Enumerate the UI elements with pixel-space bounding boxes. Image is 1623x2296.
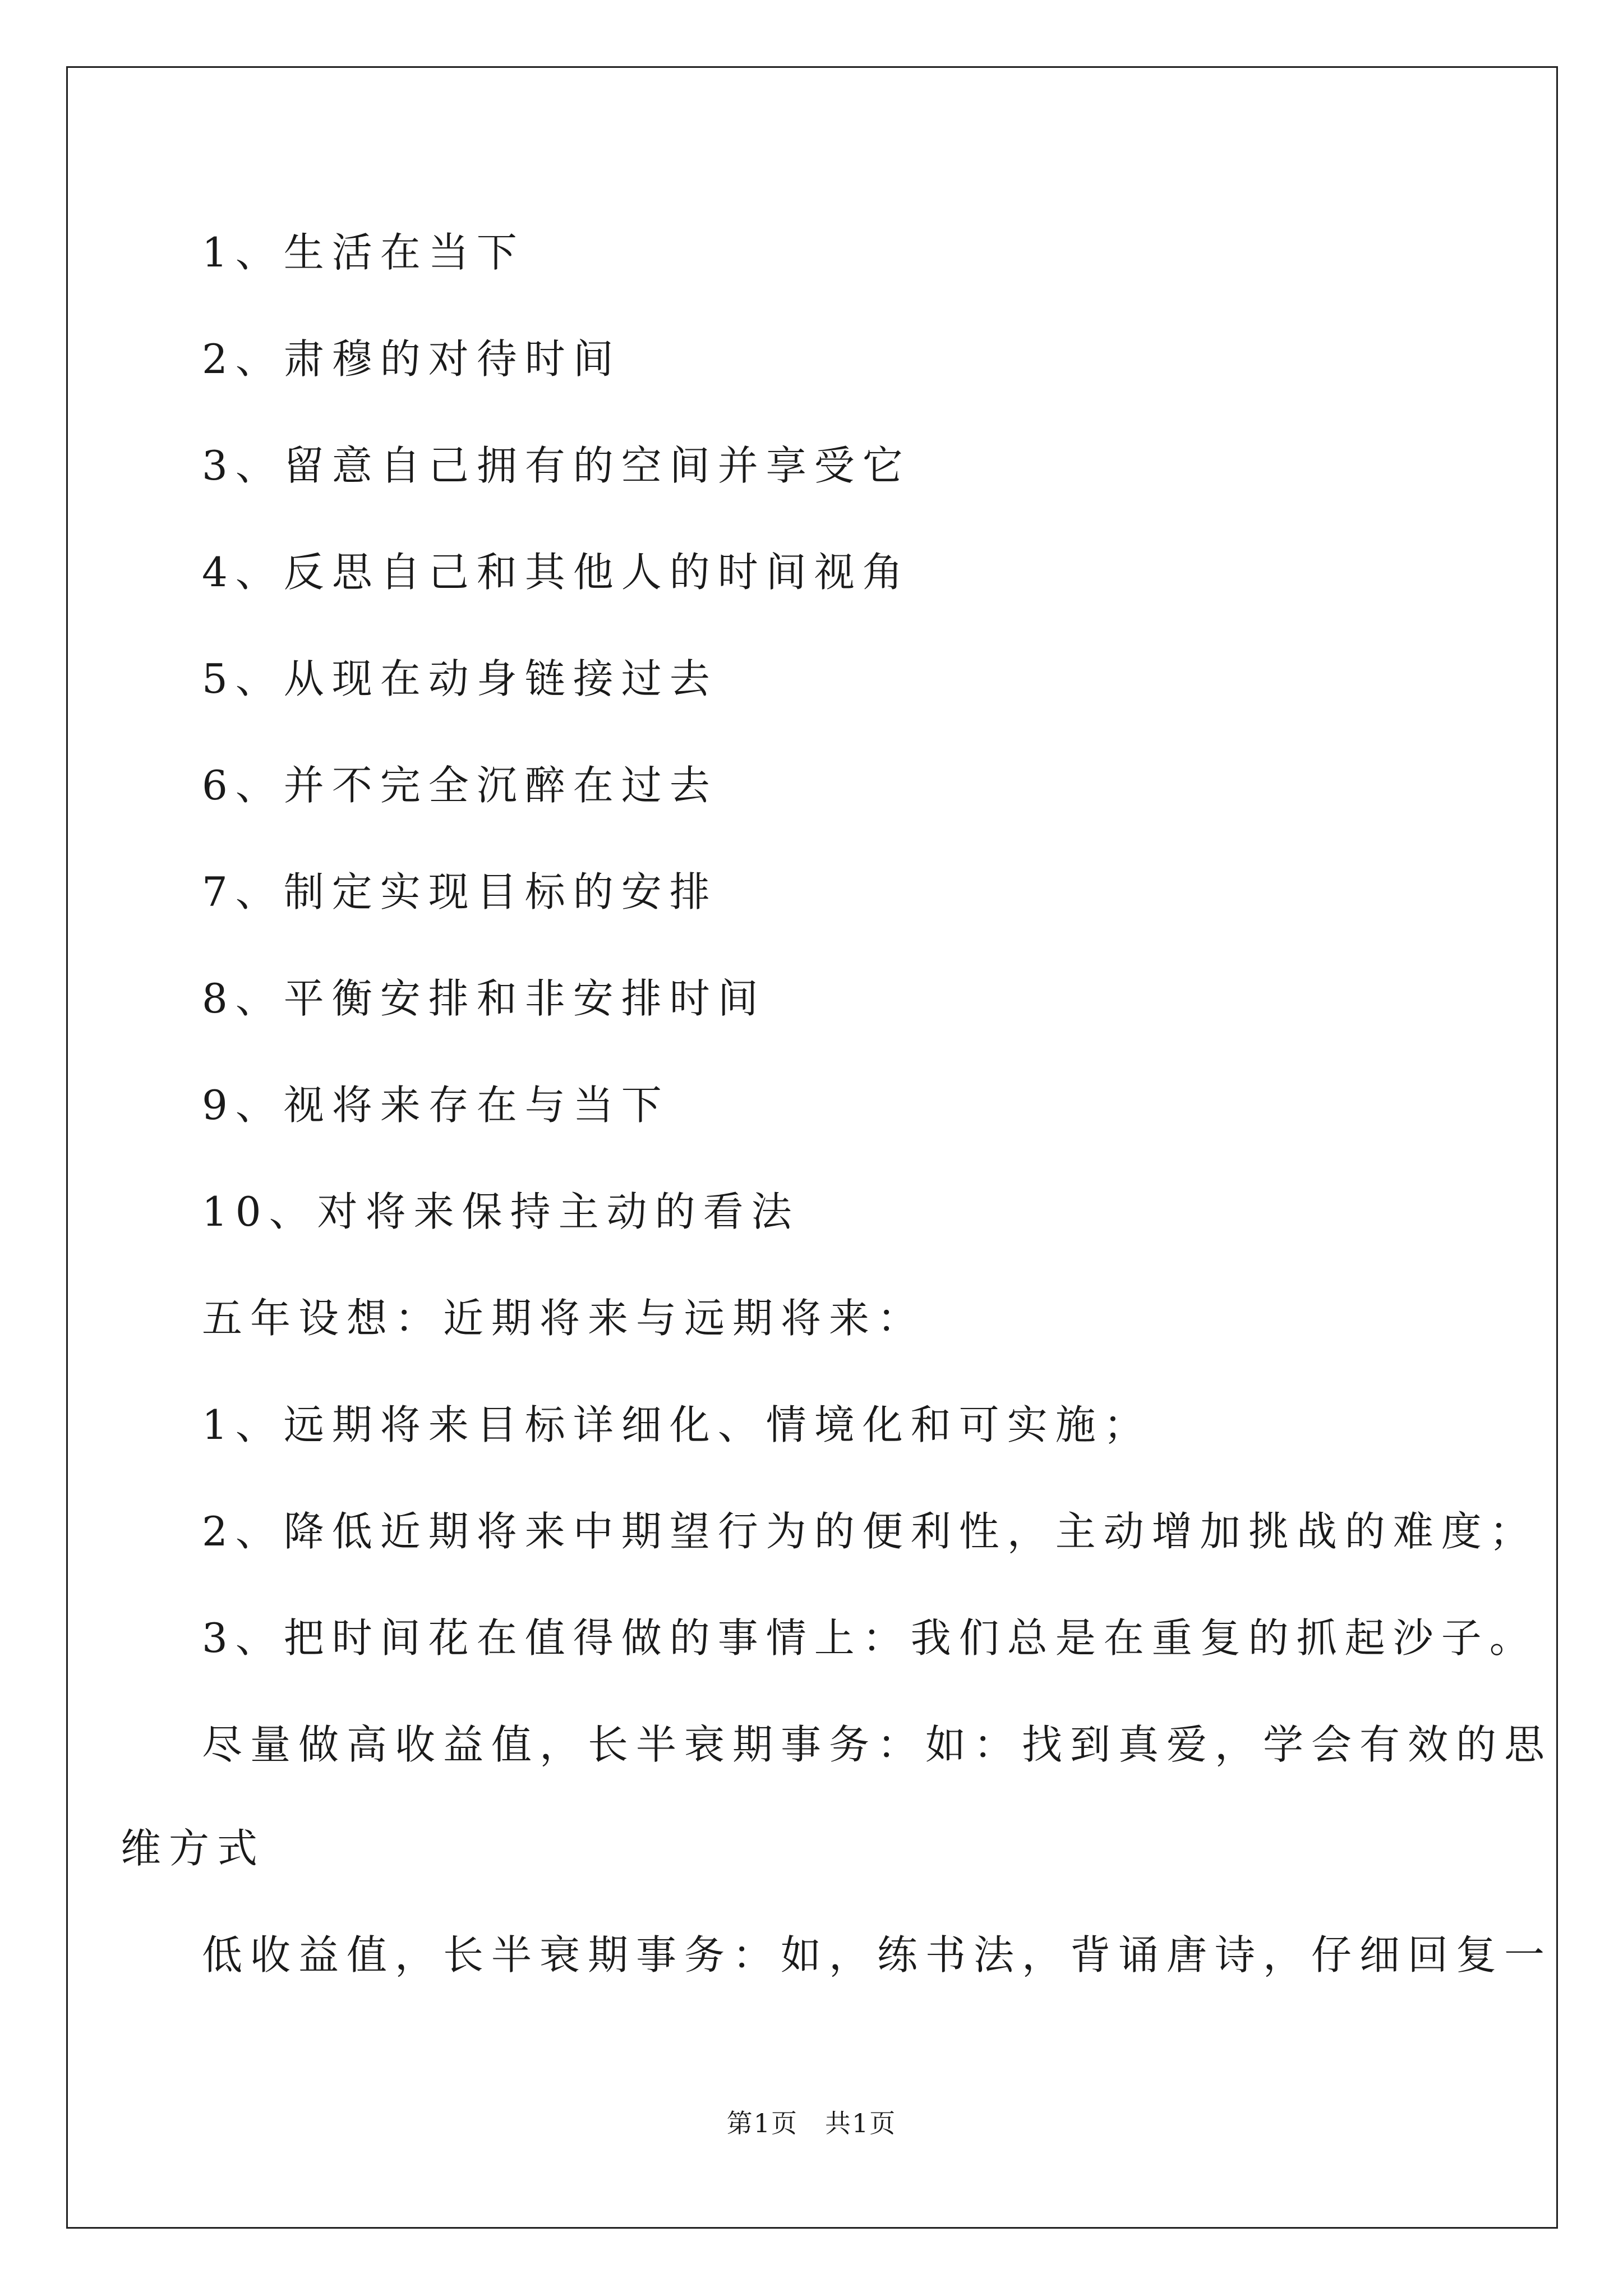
list-item-4: 4、反思自己和其他人的时间视角 [202, 549, 911, 596]
list-item-6: 6、并不完全沉醉在过去 [202, 762, 718, 809]
list-item-10: 10、对将来保持主动的看法 [202, 1188, 800, 1235]
section-heading: 五年设想：近期将来与远期将来： [202, 1295, 926, 1342]
page-footer: 第1页 共1页 [726, 2108, 897, 2138]
list-item-7: 7、制定实现目标的安排 [202, 868, 718, 915]
list-item-1: 1、生活在当下 [202, 229, 525, 276]
paragraph-high-value: 尽量做高收益值，长半衰期事务：如：找到真爱，学会有效的思 [202, 1721, 1553, 1768]
plan-item-2: 2、降低近期将来中期望行为的便利性，主动增加挑战的难度； [202, 1508, 1538, 1555]
list-item-2: 2、肃穆的对待时间 [202, 335, 621, 383]
list-item-8: 8、平衡安排和非安排时间 [202, 975, 766, 1022]
paragraph-low-value: 低收益值，长半衰期事务：如，练书法，背诵唐诗，仔细回复一 [202, 1931, 1553, 1978]
list-item-3: 3、留意自己拥有的空间并享受它 [202, 442, 911, 489]
list-item-9: 9、视将来存在与当下 [202, 1082, 670, 1129]
list-item-5: 5、从现在动身链接过去 [202, 655, 718, 702]
paragraph-high-value-continued: 维方式 [121, 1825, 266, 1872]
page-border [66, 66, 1558, 2229]
plan-item-1: 1、远期将来目标详细化、情境化和可实施； [202, 1401, 1152, 1448]
plan-item-3: 3、把时间花在值得做的事情上：我们总是在重复的抓起沙子。 [202, 1614, 1538, 1662]
